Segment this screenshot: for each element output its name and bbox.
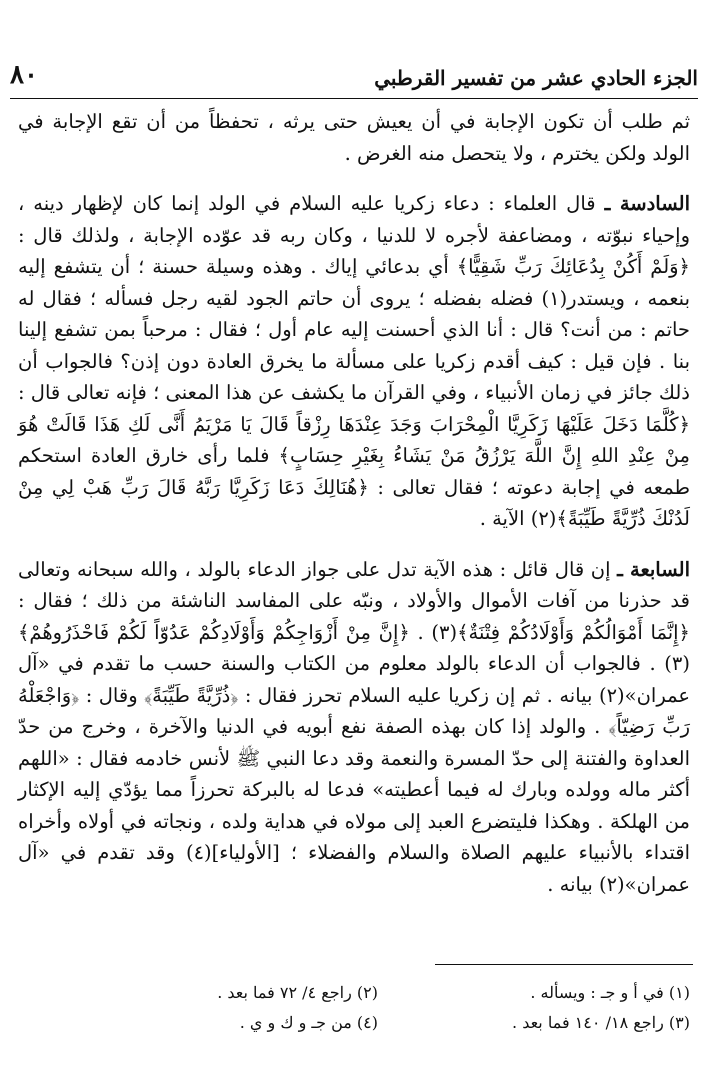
- footnote-2: (٢) راجع ٤/ ٧٢ فما بعد .: [217, 983, 378, 1002]
- paragraph-gap: [18, 169, 690, 188]
- footnote-row: [18, 983, 690, 1013]
- page-number: ٨٠: [10, 60, 38, 90]
- footnote-3: (٣) راجع ١٨/ ١٤٠ فما بعد .: [512, 1013, 690, 1032]
- intro-paragraph: ثم طلب أن تكون الإجابة في أن يعيش حتى يرثه ، تحفظاً من أن تقع الإجابة في الولد ولكن يخترم ، ولا يتحصل منه الغرض .: [18, 110, 690, 165]
- footnote-4: (٤) من جـ و ك و ي .: [239, 1013, 378, 1032]
- main-text: [18, 106, 690, 900]
- footnotes: [18, 983, 690, 1043]
- sixth-issue-paragraph: [18, 188, 690, 535]
- book-title: الجزء الحادي عشر من تفسير القرطبي: [374, 66, 698, 90]
- paragraph-gap: [18, 535, 690, 554]
- footnote-1: (١) في أ و جـ : ويسأله .: [530, 983, 690, 1002]
- footnote-row: [18, 1013, 690, 1043]
- seventh-issue-paragraph: [18, 554, 690, 901]
- sixth-issue-text: قال العلماء : دعاء زكريا عليه السلام في الولد إنما كان لإظهار دينه ، وإحياء نبوّته ، ومضاعفة لأجره لا للدنيا ، وكان ربه قد عوّده الإجابة ، ولذلك قال : ﴿وَلَمْ أَكُنْ بِدُعَائِكَ رَبِّ شَقِيًّا﴾ أي بدعائي إياك . وهذه وسيلة حسنة ؛ أن يتشفع إليه بنعمه ، ويستدر(١) فضله بفضله ؛ يروى أن حاتم الجود لقيه رجل فسأله ؛ فقال له حاتم : من أنت؟ قال : أنا الذي أحسنت إليه عام أول ؛ فقال : مرحباً بمن تشفع إلينا بنا . فإن قيل : كيف أقدم زكريا على مسألة ما يخرق العادة دون إذن؟ فالجواب أن ذلك جائز في زمان الأنبياء ، وفي القرآن ما يكشف عن هذا المعنى ؛ فإنه تعالى قال : ﴿كُلَّمَا دَخَلَ عَلَيْهَا زَكَرِيَّا الْمِحْرَابَ وَجَدَ عِنْدَهَا رِزْقاً قَالَ يَا مَرْيَمُ أَنَّى لَكِ هَذَا قَالَتْ هُوَ مِنْ عِنْدِ اللهِ إِنَّ اللَّهَ يَرْزُقُ مَنْ يَشَاءُ بِغَيْرِ حِسَابٍ﴾ فلما رأى خارق العادة استحكم طمعه في إجابة دعوته ؛ فقال تعالى : ﴿هُنَالِكَ دَعَا زَكَرِيَّا رَبَّهُ قَالَ رَبِّ هَبْ لِي مِنْ لَدُنْكَ ذُرِّيَّةً طَيِّبَةً﴾(٢) الآية .: [18, 192, 691, 530]
- footnote-rule: [435, 964, 693, 965]
- seventh-issue-heading: السابعة ـ: [617, 557, 690, 581]
- sixth-issue-heading: السادسة ـ: [604, 192, 690, 215]
- seventh-issue-text: إن قال قائل : هذه الآية تدل على جواز الدعاء بالولد ، والله سبحانه وتعالى قد حذرنا من آفات الأموال والأولاد ، ونبّه على المفاسد الناشئة من ذلك ؛ فقال : ﴿إِنَّمَا أَمْوَالُكُمْ وَأَوْلَادُكُمْ فِتْنَةٌ﴾(٣) . ﴿إِنَّ مِنْ أَزْوَاجِكُمْ وَأَوْلَادِكُمْ عَدُوّاً لَكُمْ فَاحْذَرُوهُمْ﴾(٣) . فالجواب أن الدعاء بالولد معلوم من الكتاب والسنة حسب ما تقدم في «آل عمران»(٢) بيانه . ثم إن زكريا عليه السلام تحرز فقال : ﴿ذُرِّيَّةً طَيِّبَةً﴾ وقال : ﴿وَاجْعَلْهُ رَبِّ رَضِيّاً﴾ . والولد إذا كان بهذه الصفة نفع أبويه في الدنيا والآخرة ، وخرج من حدّ العداوة والفتنة إلى حدّ المسرة والنعمة وقد دعا النبي ﷺ لأنس خادمه فقال : «اللهم أكثر ماله وولده وبارك له فيما أعطيته» فدعا له بالبركة تحرزاً مما يؤدّي إليه الإكثار من الهلكة . وهكذا فليتضرع العبد إلى مولاه في هداية ولده ، ونجاته في أولاه وأخراه اقتداء بالأنبياء عليهم الصلاة والسلام والفضلاء ؛ [الأولياء](٤) وقد تقدم في «آل عمران»(٢) بيانه .: [18, 557, 690, 896]
- running-header: [10, 52, 698, 96]
- header-rule: [10, 98, 698, 99]
